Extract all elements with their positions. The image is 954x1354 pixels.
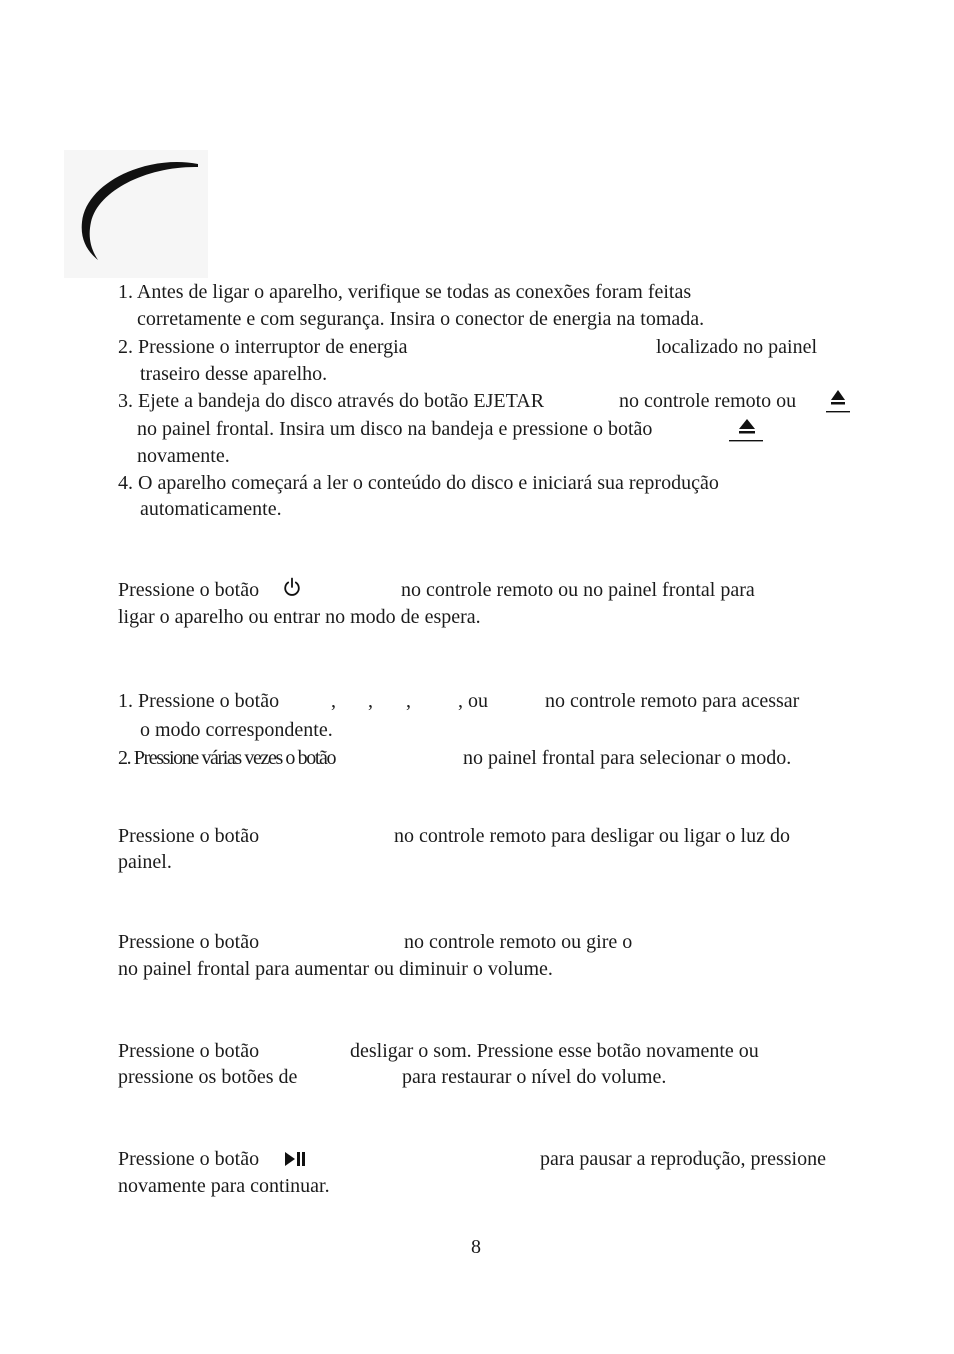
mode-step2-end: no painel frontal para selecionar o modo. <box>463 747 792 769</box>
mute-line1-start: Pressione o botão <box>118 1040 260 1062</box>
power-line1-end: no controle remoto ou no painel frontal para <box>401 579 755 601</box>
setup-step1-line2: corretamente e com segurança. Insira o conector de energia na tomada. <box>137 308 705 330</box>
setup-step3-line1-start: 3. Ejete a bandeja do disco através do botão EJETAR <box>118 390 545 412</box>
dimmer-line2: painel. <box>118 851 172 873</box>
setup-step2-line1-end: localizado no painel <box>656 336 818 358</box>
mode-separator: , <box>331 690 336 712</box>
play-pause-icon <box>284 1150 306 1168</box>
mute-line2-end: para restaurar o nível do volume. <box>402 1066 667 1088</box>
setup-step3-line3: novamente. <box>137 445 230 467</box>
dimmer-line1-start: Pressione o botão <box>118 825 260 847</box>
volume-line1-end: no controle remoto ou gire o <box>404 931 633 953</box>
crescent-icon <box>64 150 208 278</box>
eject-icon <box>729 415 763 442</box>
volume-line2: no painel frontal para aumentar ou diminuir o volume. <box>118 958 553 980</box>
setup-step3-line2: no painel frontal. Insira um disco na bandeja e pressione o botão <box>137 418 653 440</box>
eject-icon <box>826 387 850 414</box>
setup-step2-line2: traseiro desse aparelho. <box>140 363 328 385</box>
setup-step2-line1-start: 2. Pressione o interruptor de energia <box>118 336 408 358</box>
pause-line1-start: Pressione o botão <box>118 1148 260 1170</box>
dimmer-line1-end: no controle remoto para desligar ou ligar o luz do <box>394 825 790 847</box>
power-icon <box>283 577 301 597</box>
mode-step1-start: 1. Pressione o botão <box>118 690 280 712</box>
page-number: 8 <box>471 1236 481 1258</box>
mode-step1-line2: o modo correspondente. <box>140 719 333 741</box>
pause-line2: novamente para continuar. <box>118 1175 330 1197</box>
mute-line2-start: pressione os botões de <box>118 1066 298 1088</box>
mode-step2-start: 2. Pressione várias vezes o botão <box>118 747 336 769</box>
power-line1-start: Pressione o botão <box>118 579 260 601</box>
pause-line1-end: para pausar a reprodução, pressione <box>540 1148 826 1170</box>
crescent-decoration <box>64 150 208 278</box>
mode-separator: , <box>406 690 411 712</box>
setup-step3-line1-end: no controle remoto ou <box>619 390 797 412</box>
mode-step1-end: no controle remoto para acessar <box>545 690 800 712</box>
mode-separator: , ou <box>458 690 488 712</box>
setup-step4-line2: automaticamente. <box>140 498 282 520</box>
mute-line1-end: desligar o som. Pressione esse botão novamente ou <box>350 1040 759 1062</box>
power-line2: ligar o aparelho ou entrar no modo de espera. <box>118 606 481 628</box>
setup-step4-line1: 4. O aparelho começará a ler o conteúdo do disco e iniciará sua reprodução <box>118 472 719 494</box>
setup-step1-line1: 1. Antes de ligar o aparelho, verifique se todas as conexões foram feitas <box>118 281 692 303</box>
mode-separator: , <box>368 690 373 712</box>
volume-line1-start: Pressione o botão <box>118 931 260 953</box>
